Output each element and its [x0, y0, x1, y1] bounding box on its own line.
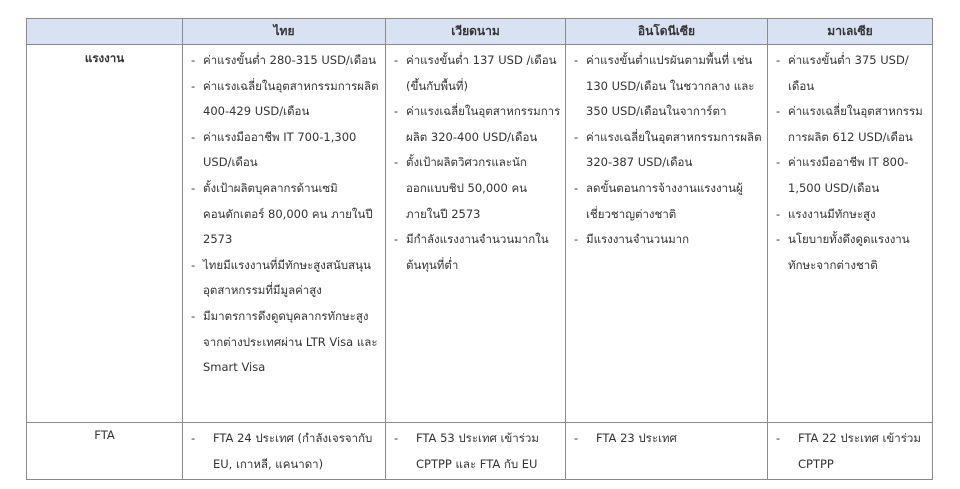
row-label-fta: FTA: [27, 423, 183, 480]
labor-indonesia-cell: [566, 45, 768, 423]
header-malaysia: มาเลเซีย: [768, 19, 933, 45]
labor-thailand-list: [191, 48, 381, 381]
fta-indonesia-list: [574, 426, 763, 452]
list-item: - ค่าแรงมืออาชีพ IT 800-1,500 USD/เดือน: [776, 150, 928, 201]
list-item: - ตั้งเป้าผลิตบุคลากรด้านเซมิคอนดักเตอร์ 80,000 คน ภายในปี 2573: [191, 176, 381, 253]
list-item: - FTA 24 ประเทศ (กำลังเจรจากับ EU, เกาหลี, แคนาดา): [191, 426, 381, 477]
fta-vietnam-list: [394, 426, 561, 477]
list-item: - ตั้งเป้าผลิตวิศวกรและนักออกแบบชิป 50,000 คน ภายในปี 2573: [394, 150, 561, 227]
fta-malaysia-cell: [768, 423, 933, 480]
list-item: - ค่าแรงเฉลี่ยในอุตสาหกรรมการผลิต 612 USD/เดือน: [776, 99, 928, 150]
list-item: - ไทยมีแรงงานที่มีทักษะสูงสนับสนุนอุตสาหกรรมที่มีมูลค่าสูง: [191, 253, 381, 304]
header-thailand: ไทย: [183, 19, 386, 45]
fta-indonesia-cell: [566, 423, 768, 480]
fta-malaysia-list: [776, 426, 928, 477]
labor-malaysia-list: [776, 48, 928, 278]
labor-row: [27, 45, 933, 423]
list-item: - มีแรงงานจำนวนมาก: [574, 227, 763, 253]
fta-vietnam-cell: [386, 423, 566, 480]
fta-thailand-cell: [183, 423, 386, 480]
fta-thailand-list: [191, 426, 381, 477]
list-item: - ค่าแรงเฉลี่ยในอุตสาหกรรมการผลิต 400-429 USD/เดือน: [191, 74, 381, 125]
fta-row: [27, 423, 933, 480]
list-item: - ค่าแรงมืออาชีพ IT 700-1,300 USD/เดือน: [191, 125, 381, 176]
list-item: - FTA 23 ประเทศ: [574, 426, 763, 452]
list-item: - ลดขั้นตอนการจ้างงานแรงงานผู้เชี่ยวชาญต่างชาติ: [574, 176, 763, 227]
labor-vietnam-list: [394, 48, 561, 278]
header-indonesia: อินโดนีเซีย: [566, 19, 768, 45]
list-item: - ค่าแรงขั้นต่ำ 137 USD /เดือน (ขึ้นกับพื้นที่): [394, 48, 561, 99]
labor-malaysia-cell: [768, 45, 933, 423]
list-item: - ค่าแรงขั้นต่ำ 375 USD/เดือน: [776, 48, 928, 99]
labor-vietnam-cell: [386, 45, 566, 423]
list-item: - นโยบายทั้งดึงดูดแรงงานทักษะจากต่างชาติ: [776, 227, 928, 278]
list-item: - มีกำลังแรงงานจำนวนมากในต้นทุนที่ต่ำ: [394, 227, 561, 278]
list-item: - FTA 22 ประเทศ เข้าร่วม CPTPP: [776, 426, 928, 477]
header-vietnam: เวียดนาม: [386, 19, 566, 45]
list-item: - ค่าแรงขั้นต่ำ 280-315 USD/เดือน: [191, 48, 381, 74]
row-label-labor: แรงงาน: [27, 45, 183, 423]
header-row: [27, 19, 933, 45]
labor-indonesia-list: [574, 48, 763, 253]
labor-thailand-cell: [183, 45, 386, 423]
list-item: - มีมาตรการดึงดูดบุคลากรทักษะสูงจากต่างประเทศผ่าน LTR Visa และ Smart Visa: [191, 304, 381, 381]
list-item: - FTA 53 ประเทศ เข้าร่วม CPTPP และ FTA กับ EU: [394, 426, 561, 477]
header-corner-cell: [27, 19, 183, 45]
comparison-table: [26, 18, 933, 480]
list-item: - แรงงานมีทักษะสูง: [776, 202, 928, 228]
list-item: - ค่าแรงขั้นต่ำแปรผันตามพื้นที่ เช่น 130 USD/เดือน ในชวากลาง และ 350 USD/เดือนในจาการ์ตา: [574, 48, 763, 125]
list-item: - ค่าแรงเฉลี่ยในอุตสาหกรรมการผลิต 320-400 USD/เดือน: [394, 99, 561, 150]
list-item: - ค่าแรงเฉลี่ยในอุตสาหกรรมการผลิต 320-387 USD/เดือน: [574, 125, 763, 176]
